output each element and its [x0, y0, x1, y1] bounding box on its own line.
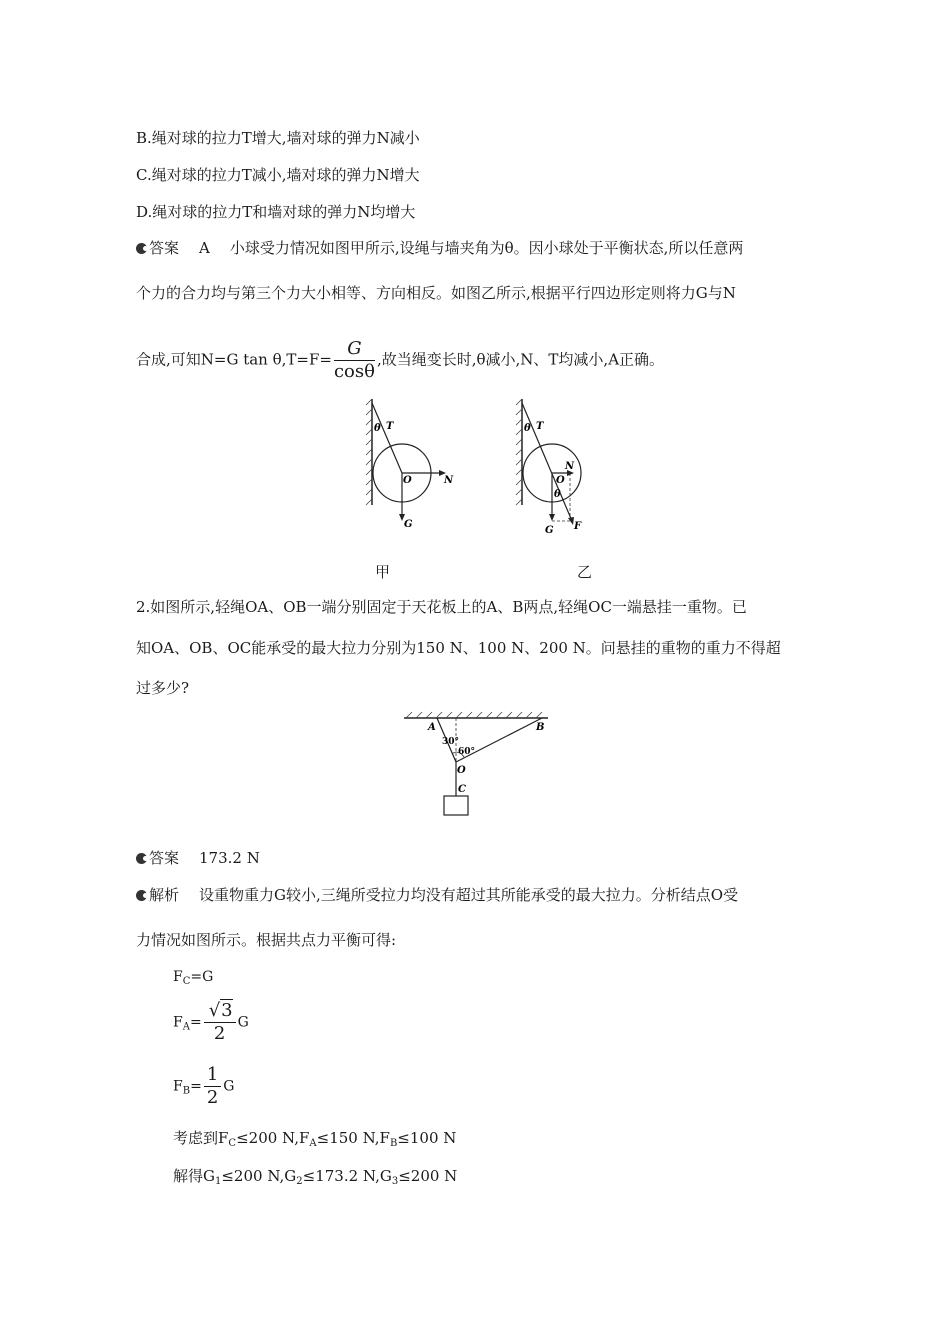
fig-yi-t: T — [536, 421, 544, 432]
eq-fa: $F_A=$ $\frac{√3}{2}$ G — [173, 1000, 249, 1044]
q2-analysis-line-1 — [136, 885, 738, 905]
fig-yi-o: O — [556, 475, 565, 486]
fig-q2-angle30: 30° — [442, 737, 460, 747]
consider-line: 考虑到$F_C\le 200$ $N,F_A\le 150$ $N,F_B\le 100$ N — [173, 1129, 457, 1149]
fig-q2-angle60: 60° — [458, 747, 476, 757]
solve-line: 解得$G_1\le 200$ $N,G_2\le 173.2$ $N,G_3\le 200$ N — [173, 1167, 458, 1187]
figure-jia — [362, 395, 462, 535]
q2-stem-2: 知OA、OB、OC能承受的最大拉力分别为150 N、100 N、200 N。问悬挂的重物的重力不得超 — [136, 639, 781, 657]
fraction-1-2: $\frac{1}{2}$ — [204, 1064, 221, 1109]
fig-q2-a: A — [428, 722, 436, 733]
frac-den: cosθ — [333, 361, 375, 382]
q1-answer-line — [136, 238, 743, 258]
figure-q2 — [402, 710, 552, 820]
analysis-post: ,故当绳变长时,θ减小,N、T均减小,A正确。 — [376, 350, 665, 369]
answer-marker-icon — [136, 243, 147, 254]
fig-yi-theta: θ — [524, 423, 531, 434]
fig-jia-theta: θ — [374, 423, 381, 434]
fig-q2-c: C — [458, 784, 466, 795]
q2-analysis-label: 解析 — [149, 886, 180, 904]
option-d: D.绳对球的拉力T和墙对球的弹力N均增大 — [136, 203, 416, 221]
answer-marker-icon — [136, 853, 147, 864]
q2-answer-value: 173.2 N — [199, 849, 260, 867]
fig-jia-o: O — [403, 475, 412, 486]
q1-analysis-line-3 — [136, 338, 664, 383]
analysis-text: 小球受力情况如图甲所示,设绳与墙夹角为θ。因小球处于平衡状态,所以任意两 — [229, 239, 744, 257]
fig-q2-o: O — [457, 765, 466, 776]
q1-analysis-line-2: 个力的合力均与第三个力大小相等、方向相反。如图乙所示,根据平行四边形定则将力G与N — [136, 284, 736, 302]
q2-stem-3: 过多少? — [136, 679, 190, 697]
fig-jia-t: T — [386, 421, 394, 432]
q2-answer-label: 答案 — [149, 849, 180, 867]
figure-yi — [512, 395, 612, 540]
q2-analysis-line-2: 力情况如图所示。根据共点力平衡可得: — [136, 931, 397, 949]
fig-jia-n: N — [444, 475, 454, 486]
option-b: B.绳对球的拉力T增大,墙对球的弹力N减小 — [136, 129, 420, 147]
fig-yi-g: G — [545, 525, 554, 536]
fraction-sqrt3-2: $\frac{√3}{2}$ — [204, 1000, 236, 1045]
eq-fb: $F_B=$ $\frac{1}{2}$ G — [173, 1064, 235, 1108]
fig-q2-b: B — [536, 722, 545, 733]
answer-label: 答案 — [149, 239, 180, 257]
fig-yi-f: F — [574, 521, 582, 532]
caption-jia: 甲 — [375, 563, 391, 581]
fig-jia-g: G — [404, 519, 413, 530]
caption-yi: 乙 — [577, 563, 593, 581]
frac-num: G — [334, 338, 375, 361]
answer-choice: A — [199, 239, 210, 257]
q2-stem-1: 2.如图所示,轻绳OA、OB一端分别固定于天花板上的A、B两点,轻绳OC一端悬挂一重物。已 — [136, 598, 747, 616]
fraction-g-cos — [334, 338, 375, 383]
q2-answer-line — [136, 848, 260, 868]
eq-fc: $F_C=G$ — [173, 969, 214, 987]
q2-analysis-text: 设重物重力G较小,三绳所受拉力均没有超过其所能承受的最大拉力。分析结点O受 — [199, 886, 739, 904]
fig-yi-n: N — [565, 461, 575, 472]
fig-yi-theta2: θ — [554, 489, 561, 500]
option-c: C.绳对球的拉力T减小,墙对球的弹力N增大 — [136, 166, 420, 184]
analysis-pre: 合成,可知N=G tan θ,T=F= — [136, 350, 332, 369]
analysis-marker-icon — [136, 890, 147, 901]
